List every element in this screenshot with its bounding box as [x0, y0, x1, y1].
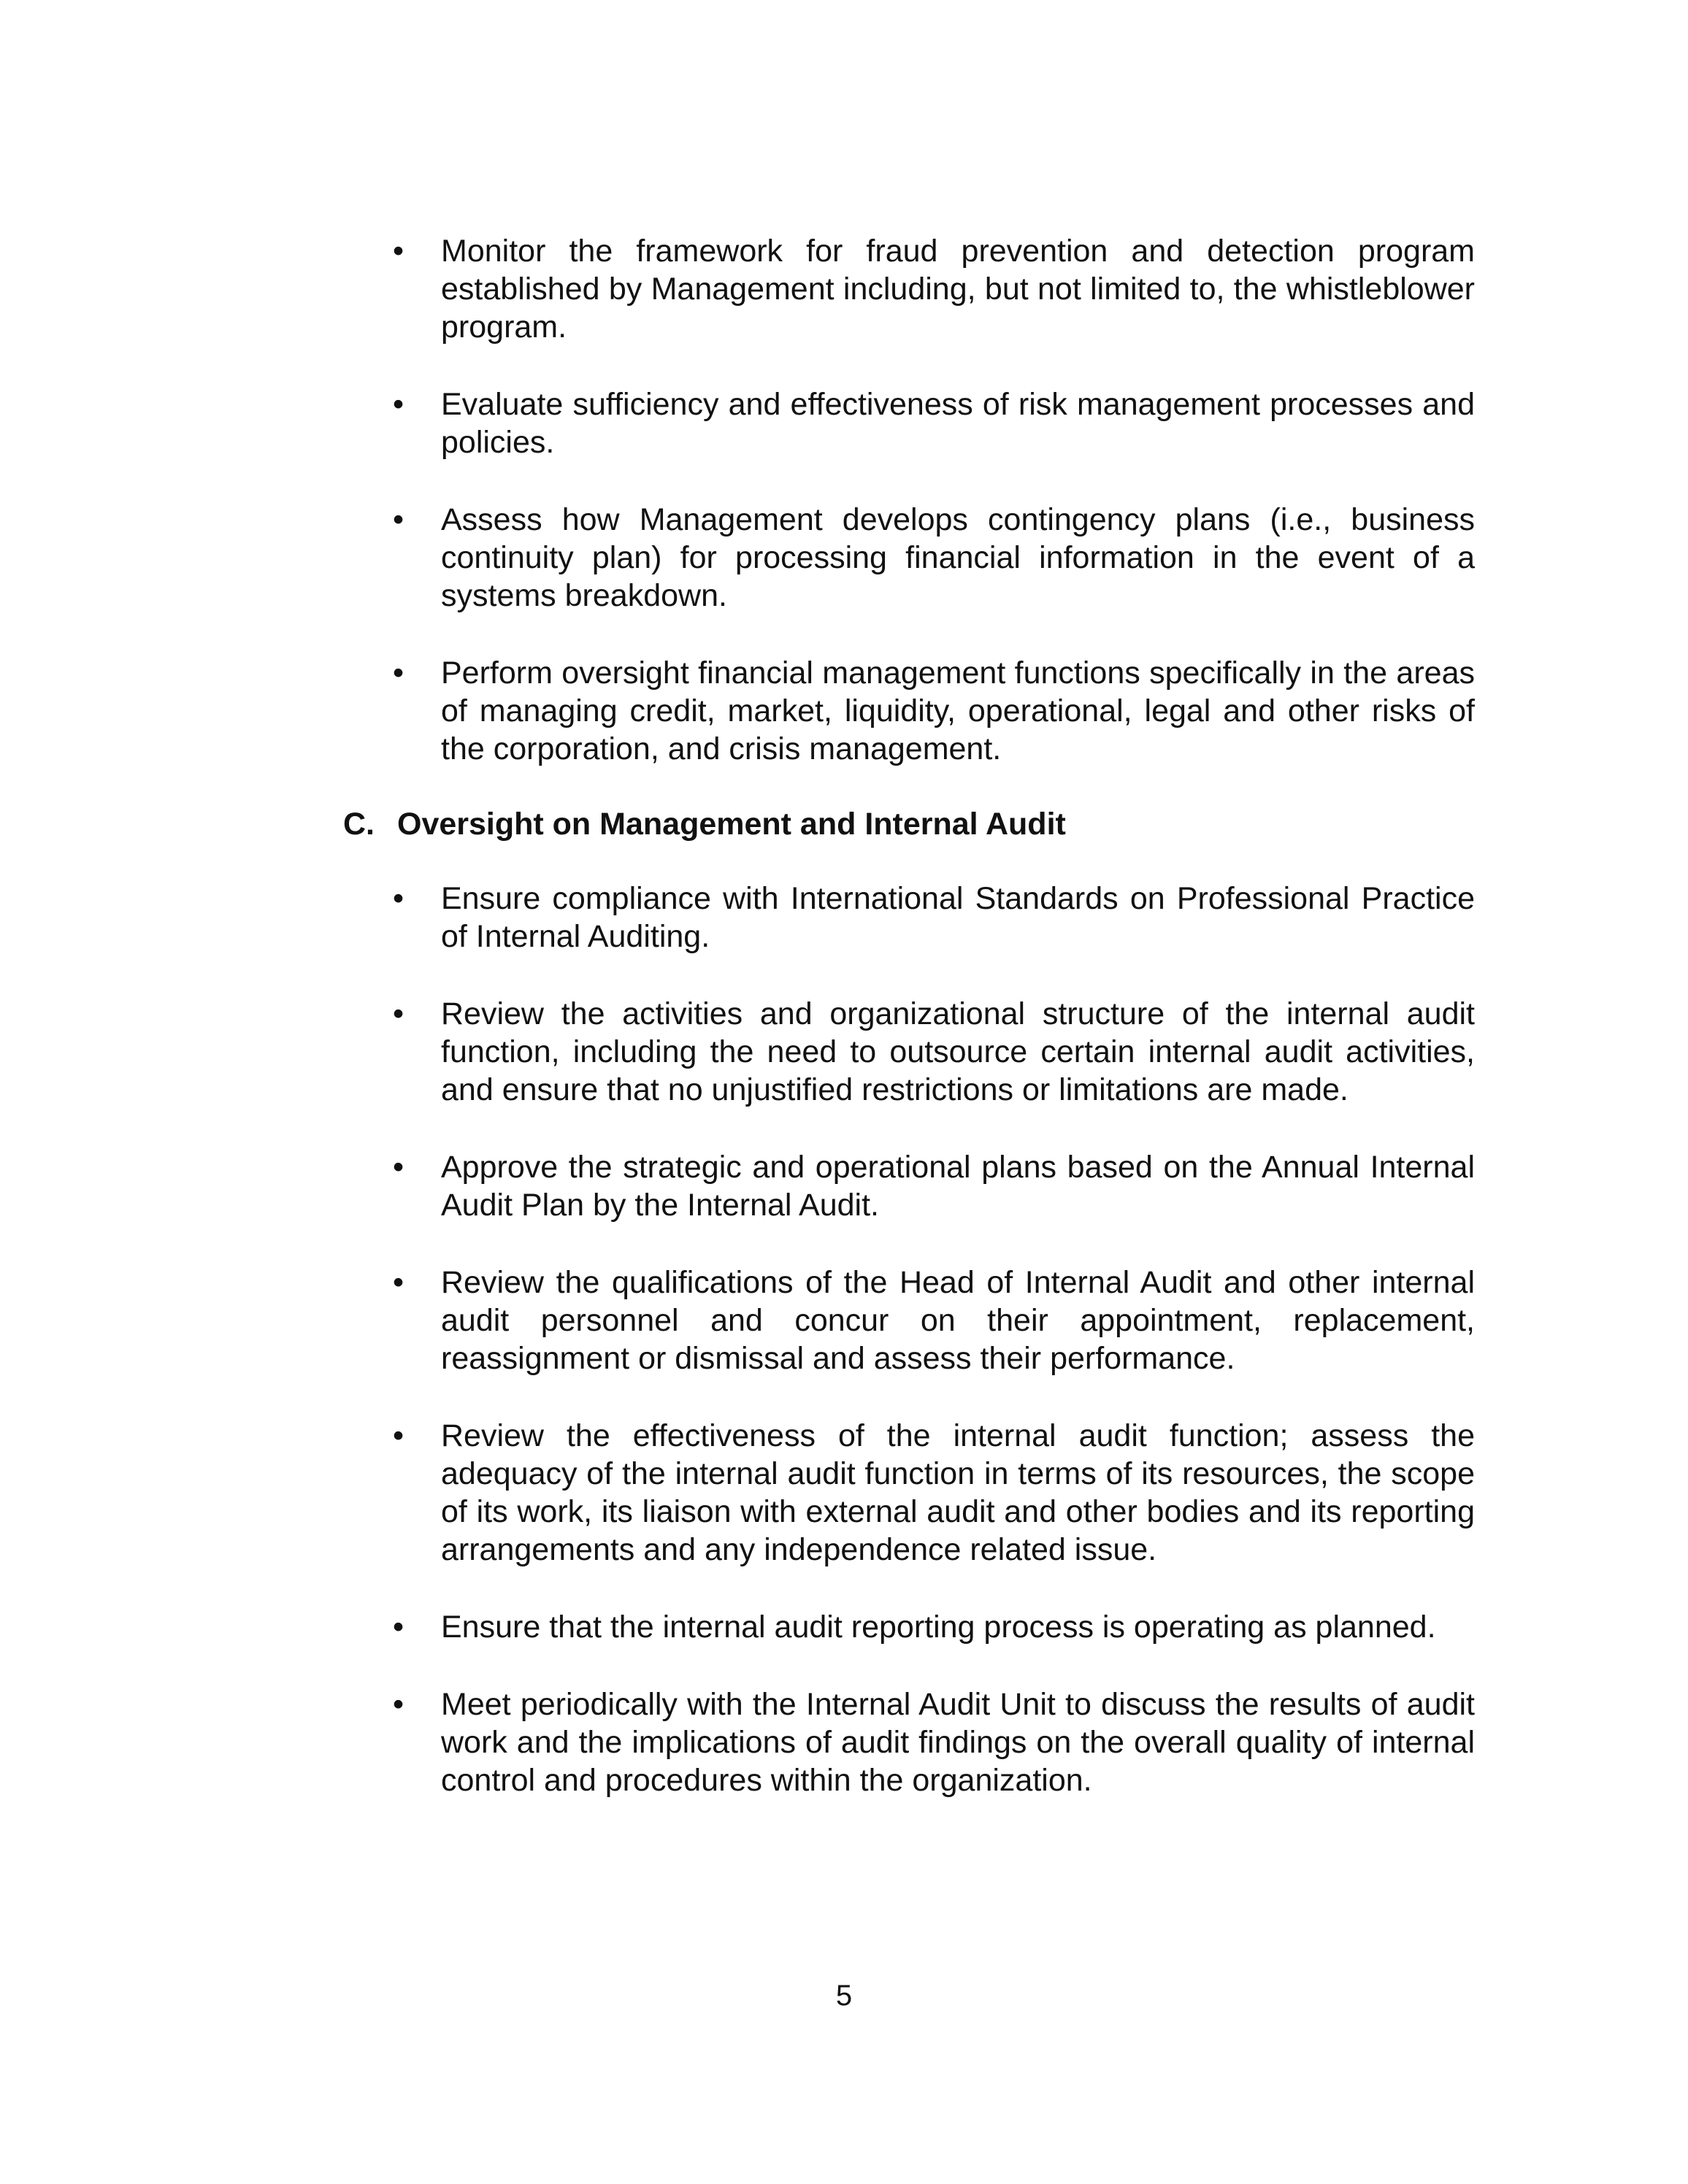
list-item-text: Perform oversight financial management functions specifically in the areas of managing credit, market, liquidity, operational, legal and other risks of the corporation, and crisis management.	[441, 655, 1475, 766]
list-item	[343, 1264, 1475, 1377]
list-item	[343, 1685, 1475, 1799]
list-item-text: Ensure that the internal audit reporting process is operating as planned.	[441, 1610, 1436, 1645]
list-item-text: Meet periodically with the Internal Audit Unit to discuss the results of audit work and the implications of audit findings on the overall quality of internal control and procedures within the organization.	[441, 1687, 1475, 1798]
list-item-text: Ensure compliance with International Standards on Professional Practice of Internal Auditing.	[441, 881, 1475, 954]
bullet-icon: •	[393, 996, 404, 1031]
list-item-text: Assess how Management develops contingency plans (i.e., business continuity plan) for processing financial information in the event of a systems breakdown.	[441, 502, 1475, 613]
list-item-text: Evaluate sufficiency and effectiveness of risk management processes and policies.	[441, 387, 1475, 460]
list-item	[343, 1148, 1475, 1224]
bullet-icon: •	[393, 1610, 404, 1645]
list-item-text: Monitor the framework for fraud prevention and detection program established by Management including, but not limited to, the whistleblower program.	[441, 234, 1475, 345]
list-item-text: Review the activities and organizational structure of the internal audit function, including the need to outsource certain internal audit activities, and ensure that no unjustified restrictions or limitations are made.	[441, 996, 1475, 1107]
list-item-text: Review the effectiveness of the internal audit function; assess the adequacy of the internal audit function in terms of its resources, the scope of its work, its liaison with external audit and other bodies and its reporting arrangements and any independence related issue.	[441, 1418, 1475, 1567]
section-b-bullet-list	[343, 232, 1475, 768]
bullet-icon: •	[393, 502, 404, 537]
list-item	[343, 232, 1475, 346]
list-item	[343, 1608, 1475, 1646]
list-item-text: Approve the strategic and operational plans based on the Annual Internal Audit Plan by the Internal Audit.	[441, 1150, 1475, 1223]
page-content	[343, 232, 1475, 1839]
section-letter: C.	[343, 807, 375, 842]
list-item	[343, 385, 1475, 461]
list-item	[343, 995, 1475, 1109]
bullet-icon: •	[393, 234, 404, 269]
bullet-icon: •	[393, 881, 404, 916]
section-heading	[343, 805, 1475, 843]
list-item	[343, 1417, 1475, 1569]
section-c-bullet-list	[343, 880, 1475, 1799]
page-number: 5	[835, 1980, 853, 2012]
list-item	[343, 654, 1475, 768]
bullet-icon: •	[393, 387, 404, 422]
bullet-icon: •	[393, 1687, 404, 1722]
section-title: Oversight on Management and Internal Audit	[397, 807, 1066, 842]
bullet-icon: •	[393, 1418, 404, 1453]
bullet-icon: •	[393, 1265, 404, 1300]
list-item	[343, 880, 1475, 956]
list-item-text: Review the qualifications of the Head of Internal Audit and other internal audit personnel and concur on their appointment, replacement, reassignment or dismissal and assess their performance.	[441, 1265, 1475, 1376]
list-item	[343, 501, 1475, 615]
bullet-icon: •	[393, 1150, 404, 1185]
bullet-icon: •	[393, 655, 404, 691]
